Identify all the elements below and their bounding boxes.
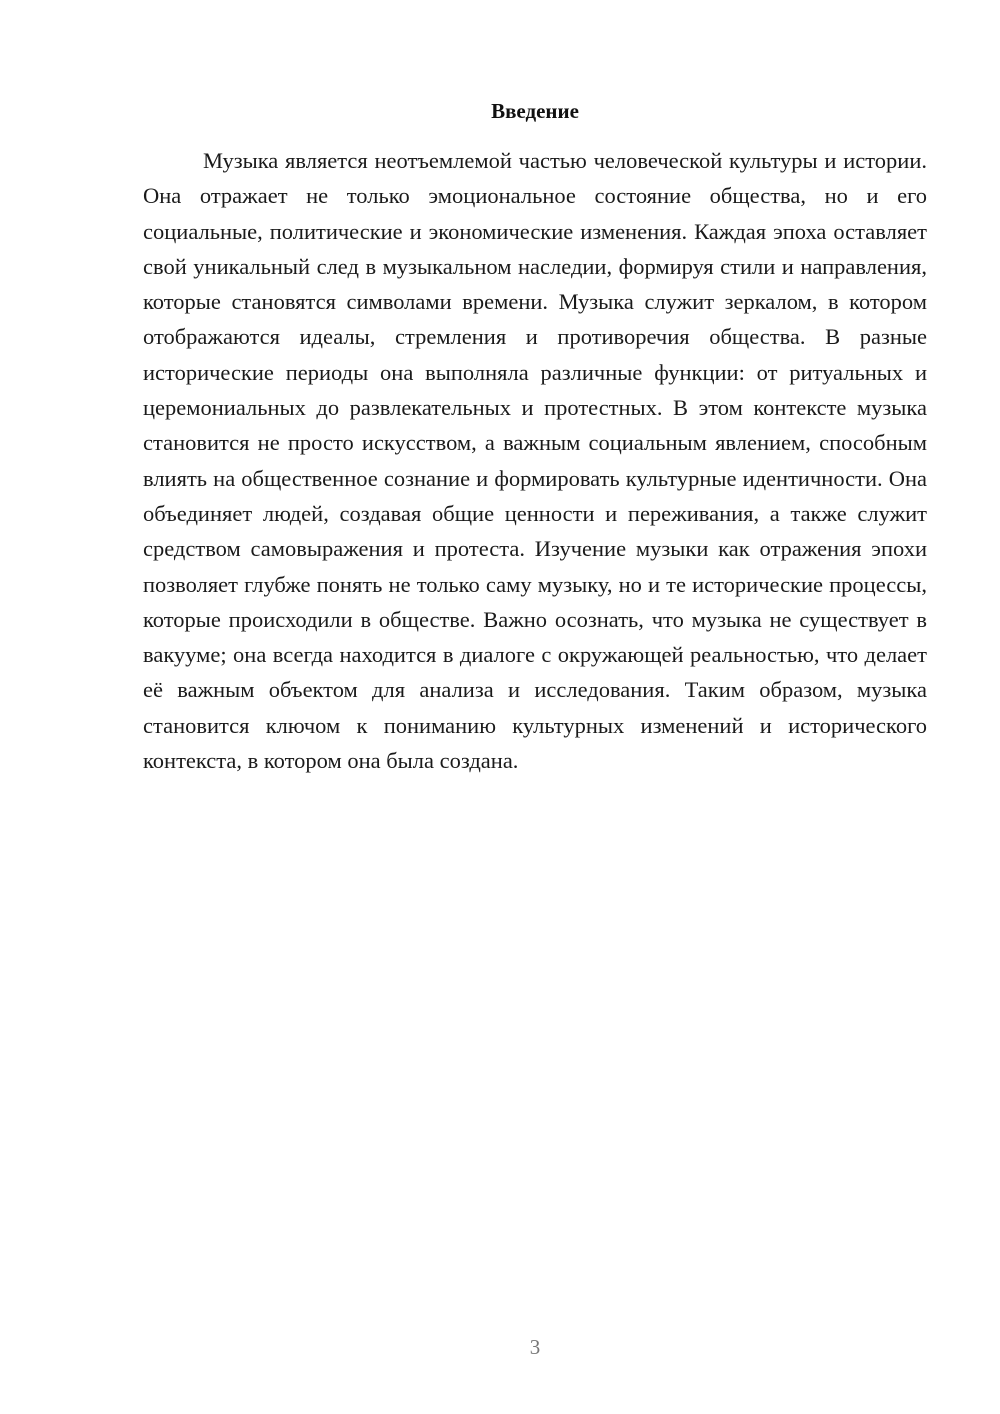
body-paragraph: Музыка является неотъемлемой частью человеческой культуры и истории. Она отражает не только эмоциональное состояние общества, но и его социальные, политические и экономические изменения. Каждая эпоха оставляет свой уникальный след в музыкальном наследии, формируя стили и направления, которые становятся символами времени. Музыка служит зеркалом, в котором отображаются идеалы, стремления и противоречия общества. В разные исторические периоды она выполняла различные функции: от ритуальных и церемониальных до развлекательных и протестных. В этом контексте музыка становится не просто искусством, а важным социальным явлением, способным влиять на общественное сознание и формировать культурные идентичности. Она объединяет людей, создавая общие ценности и переживания, а также служит средством самовыражения и протеста. Изучение музыки как отражения эпохи позволяет глубже понять не только саму музыку, но и те исторические процессы, которые происходили в обществе. Важно осознать, что музыка не существует в вакууме; она всегда находится в диалоге с окружающей реальностью, что делает её важным объектом для анализа и исследования. Таким образом, музыка становится ключом к пониманию культурных изменений и исторического контекста, в котором она была создана. bbox=[143, 148, 927, 774]
section-heading: Введение bbox=[491, 99, 579, 123]
page-number: 3 bbox=[529, 1335, 541, 1359]
